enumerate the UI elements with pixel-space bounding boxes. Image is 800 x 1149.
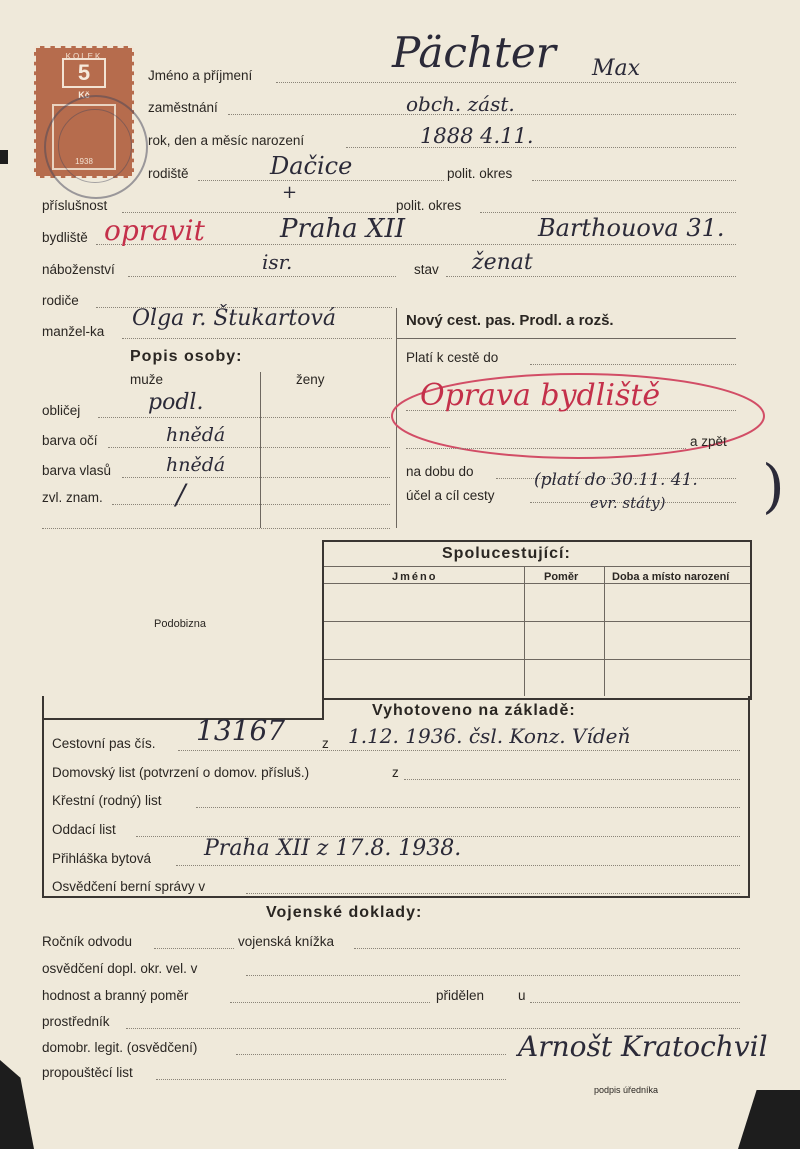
name-label: Jméno a příjmení [148, 68, 253, 83]
stamp-kolek: KOLEK [65, 52, 103, 61]
middle-line [126, 1028, 740, 1029]
issued-box-step [322, 696, 324, 720]
passport-header-rule [396, 338, 736, 339]
hw-birthplace: Dačice [270, 152, 353, 180]
companions-col-divider-1 [524, 566, 525, 696]
middle-label: prostředník [42, 1014, 110, 1029]
hw-eyes: hnědá [166, 424, 226, 446]
cert-line [246, 975, 740, 976]
stamp-value: 5 [62, 58, 106, 88]
women-header: ženy [296, 372, 325, 387]
hw-birth: 1888 4.11. [420, 124, 534, 148]
registration-line [176, 865, 740, 866]
parents-label: rodiče [42, 293, 79, 308]
assigned-u-label: u [518, 988, 526, 1003]
hw-signature: Arnošt Kratochvil [518, 1030, 768, 1063]
hw-religion: isr. [262, 250, 293, 274]
passport-no-label: Cestovní pas čís. [52, 736, 156, 751]
torn-edge-bottom-right [738, 1090, 800, 1149]
birthplace-label: rodiště [148, 166, 189, 181]
marks-label: zvl. znam. [42, 490, 103, 505]
polit-okres-line-1 [532, 180, 736, 181]
col-name: Jméno [392, 571, 438, 583]
baptism-label: Křestní (rodný) list [52, 793, 162, 808]
hw-correction: Oprava bydliště [420, 378, 661, 413]
companions-row-rule-2 [324, 659, 750, 660]
legit-label: domobr. legit. (osvědčení) [42, 1040, 198, 1055]
religion-line [128, 276, 396, 277]
back-line [406, 448, 686, 449]
torn-edge-bottom-left [0, 1060, 34, 1149]
men-header: muže [130, 372, 164, 387]
eyes-label: barva očí [42, 433, 98, 448]
back-label: a zpět [690, 434, 727, 449]
domicile-label: Domovský list (potvrzení o domov. přísluš.) [52, 765, 310, 780]
domicile-z-label: z [392, 765, 399, 780]
duration-label: na dobu do [406, 464, 474, 479]
hw-validity-1: (platí do 30.11. 41. [534, 470, 698, 490]
issued-box-left [42, 718, 44, 898]
residence-label: bydliště [42, 230, 88, 245]
col-birth: Doba a místo narození [612, 571, 730, 583]
eyes-line [108, 447, 390, 448]
stamp-currency: Kč [78, 90, 90, 100]
assigned-label: přidělen [436, 988, 485, 1003]
year-line [154, 948, 234, 949]
baptism-line [196, 807, 740, 808]
marks-line [112, 504, 390, 505]
legit-line [236, 1054, 506, 1055]
companions-col-divider-2 [604, 566, 605, 696]
companions-title: Spolucestující: [442, 545, 571, 562]
cert-label: osvědčení dopl. okr. vel. v [42, 961, 198, 976]
hw-residence-note: opravit [104, 214, 205, 247]
hw-spouse: Olga r. Štukartová [132, 306, 337, 331]
face-line [98, 417, 390, 418]
hair-line [122, 477, 390, 478]
spouse-line [122, 338, 392, 339]
description-bottom-line [42, 528, 390, 529]
hw-bracket: ) [762, 452, 785, 520]
birthplace-line [198, 180, 444, 181]
face-label: obličej [42, 403, 81, 418]
hw-citizenship-mark: + [282, 182, 298, 203]
polit-okres-line-2 [480, 212, 736, 213]
release-label: propouštěcí list [42, 1065, 133, 1080]
status-label: stav [414, 262, 439, 277]
book-label: vojenská knížka [238, 934, 335, 949]
hw-hair: hnědá [166, 454, 226, 476]
hw-street: Barthouova 31. [538, 214, 725, 242]
col-relation: Poměr [544, 571, 579, 583]
release-line [156, 1079, 506, 1080]
tax-line [246, 893, 740, 894]
companions-table [322, 540, 752, 700]
hw-residence: Praha XII [280, 214, 405, 244]
stamp-year: 1938 [75, 157, 93, 166]
status-line [446, 276, 736, 277]
hair-label: barva vlasů [42, 463, 112, 478]
torn-edge-left [0, 150, 8, 164]
hw-passport-no: 13167 [196, 714, 286, 747]
assigned-line [530, 1002, 740, 1003]
book-line [354, 948, 740, 949]
passport-z-label: z [322, 736, 329, 751]
hw-validity-2: evr. státy) [590, 494, 666, 512]
companions-title-rule [324, 566, 750, 567]
religion-label: náboženství [42, 262, 115, 277]
issued-title: Vyhotoveno na základě: [372, 702, 576, 719]
rank-label: hodnost a branný poměr [42, 988, 189, 1003]
hw-face: podl. [148, 390, 204, 415]
birth-line [346, 147, 736, 148]
domicile-line [404, 779, 740, 780]
occupation-label: zaměstnání [148, 100, 218, 115]
valid-line [530, 364, 736, 365]
name-line [276, 82, 736, 83]
photo-label: Podobizna [154, 618, 206, 630]
registration-label: Přihláška bytová [52, 851, 152, 866]
rank-line [230, 1002, 430, 1003]
description-title: Popis osoby: [130, 348, 243, 365]
valid-label: Platí k cestě do [406, 350, 499, 365]
passport-no-line [178, 750, 740, 751]
hw-occupation: obch. zást. [406, 92, 515, 116]
hw-surname: Pächter [392, 28, 556, 77]
polit-okres-label-1: polit. okres [447, 166, 513, 181]
birth-label: rok, den a měsíc narození [148, 133, 305, 148]
purpose-label: účel a cíl cesty [406, 488, 495, 503]
signature-label: podpis úředníka [594, 1085, 659, 1095]
spouse-label: manžel-ka [42, 324, 105, 339]
passport-header: Nový cest. pas. Prodl. a rozš. [406, 312, 614, 329]
military-title: Vojenské doklady: [266, 904, 423, 921]
hw-firstname: Max [592, 56, 641, 81]
hw-passport-date: 1.12. 1936. čsl. Konz. Vídeň [348, 724, 631, 748]
tax-label: Osvědčení berní správy v [52, 879, 206, 894]
companions-row-rule-1 [324, 621, 750, 622]
hw-status: ženat [472, 250, 533, 275]
hw-marks: / [176, 478, 186, 511]
polit-okres-label-2: polit. okres [396, 198, 462, 213]
citizenship-line [122, 212, 394, 213]
hw-registration: Praha XII z 17.8. 1938. [204, 836, 462, 861]
year-label: Ročník odvodu [42, 934, 133, 949]
marriage-label: Oddací list [52, 822, 116, 837]
citizenship-label: příslušnost [42, 198, 108, 213]
round-seal-inner [58, 109, 132, 183]
